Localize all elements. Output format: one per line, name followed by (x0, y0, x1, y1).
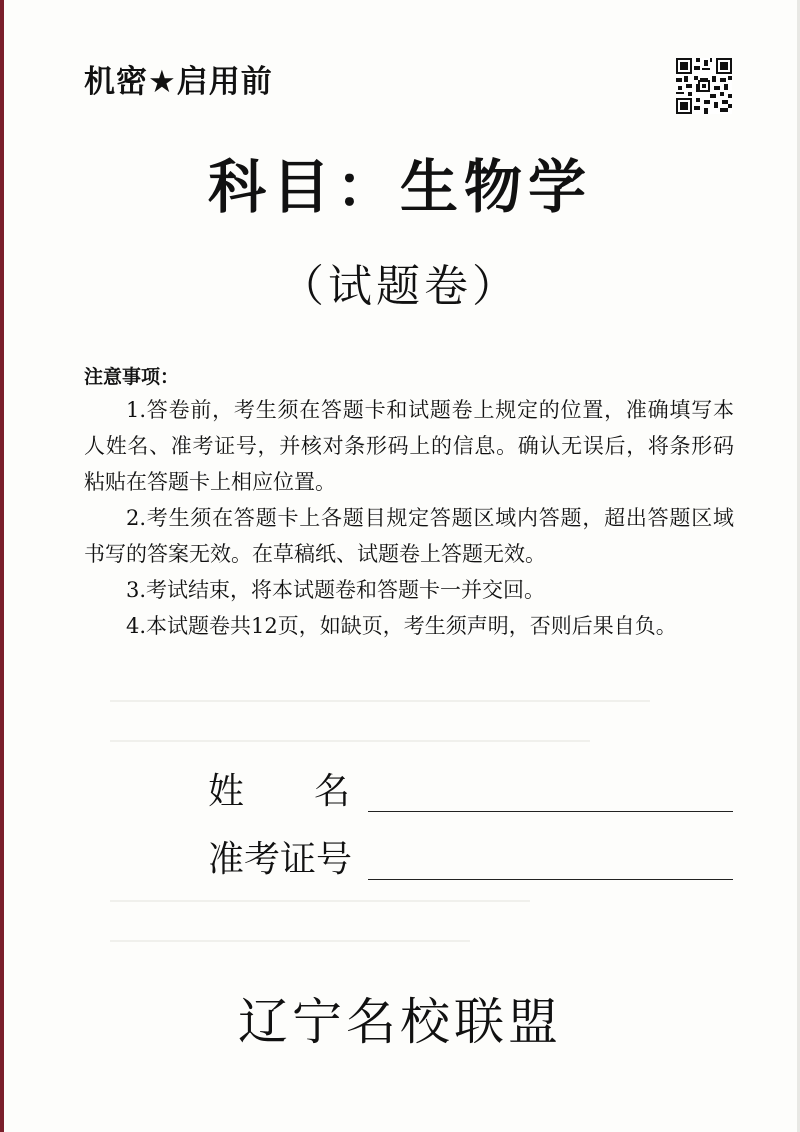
notice-item: 2.考生须在答题卡上各题目规定答题区域内答题，超出答题区域书写的答案无效。在草稿纸、试题卷上答题无效。 (84, 506, 734, 566)
subject-title: 科目：生物学 (207, 153, 592, 221)
bleed-through-mark (110, 940, 470, 942)
exam-id-field (208, 822, 733, 882)
organization-name: 辽宁名校联盟 (238, 993, 562, 1051)
notice-item: 3.考试结束，将本试题卷和答题卡一并交回。 (126, 578, 546, 602)
name-field (208, 754, 733, 814)
exam-id-write-line[interactable] (368, 879, 733, 880)
name-write-line[interactable] (368, 811, 733, 812)
bleed-through-mark (110, 900, 530, 902)
exam-id-field-label: 准考证号 (208, 839, 353, 880)
bleed-through-mark (110, 700, 650, 702)
bleed-through-mark (110, 740, 590, 742)
name-field-label: 姓名 (208, 771, 421, 812)
notice-item: 1.答卷前，考生须在答题卡和试题卷上规定的位置，准确填写本人姓名、准考证号，并核对条形码上的信息。确认无误后，将条形码粘贴在答题卡上相应位置。 (84, 398, 734, 494)
notice-heading: 注意事项： (84, 366, 180, 388)
paper-type-subtitle: （试题卷） (280, 261, 520, 312)
notice-list (84, 392, 734, 644)
qr-code-icon (676, 58, 732, 114)
confidential-label: 机密★启用前 (84, 64, 273, 100)
notice-item: 4.本试题卷共12页，如缺页，考生须声明，否则后果自负。 (126, 614, 677, 638)
